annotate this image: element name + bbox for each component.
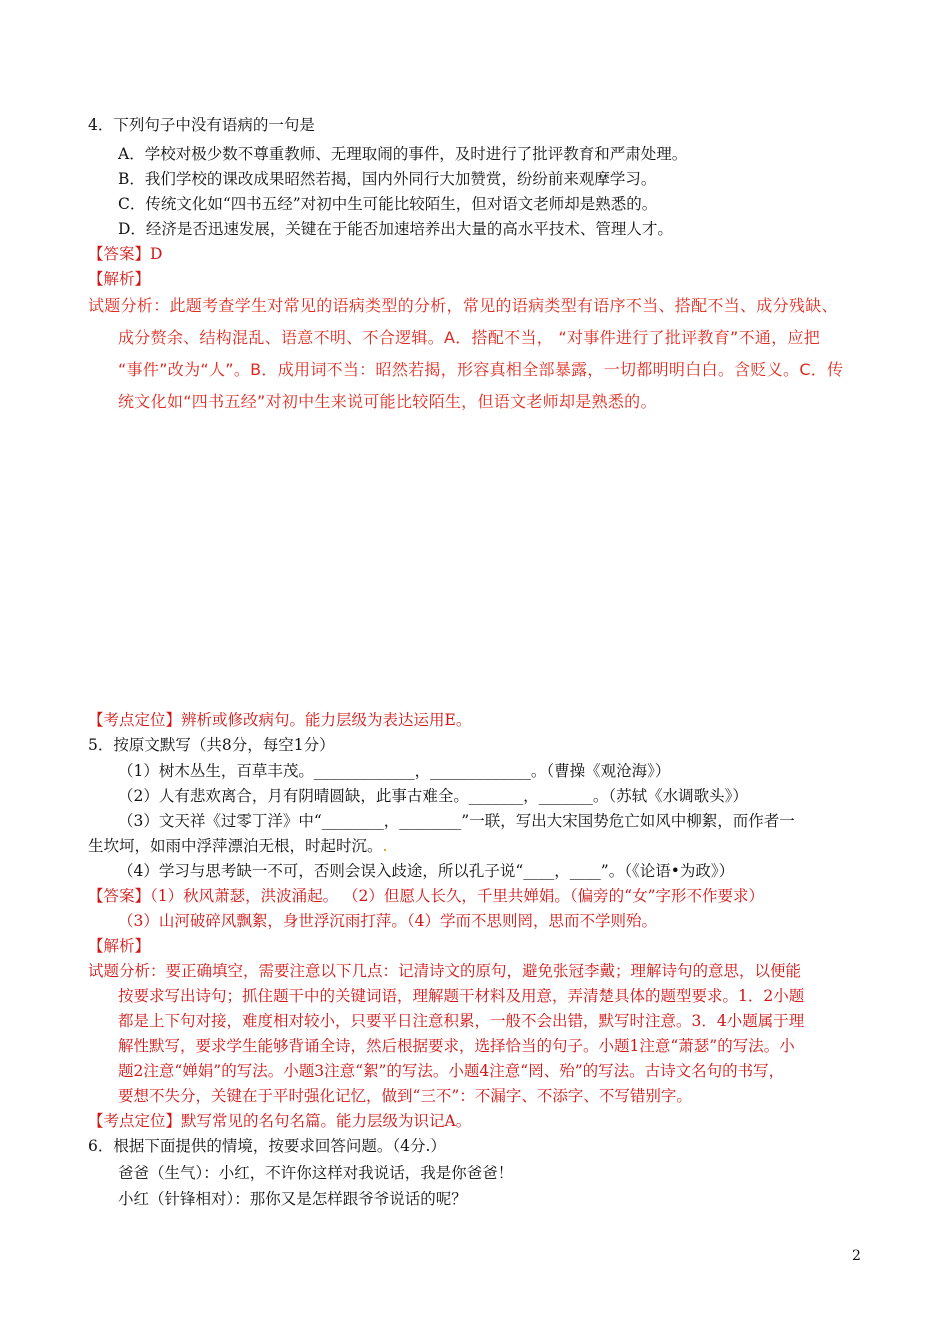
- page-number: 2: [852, 1248, 861, 1264]
- q5-item: （1）树木丛生，百草丰茂。_____________，_____________。（曹操《观沧海》）: [118, 762, 671, 780]
- q5-item: （4）学习与思考缺一不可，否则会误入歧途，所以孔子说“____，____”。（《论语•为政》）: [118, 862, 735, 880]
- q4-analysis-label: 【解析】: [88, 270, 151, 288]
- q5-answer: 【答案】（1）秋风萧瑟，洪波涌起。 （2）但愿人长久，千里共婵娟。（偏旁的“女”字形不作要求）: [88, 887, 765, 905]
- q5-stem: 5．按原文默写（共8分，每空1分）: [88, 736, 335, 754]
- q5-analysis-label: 【解析】: [88, 937, 151, 955]
- q4-option-b: B．我们学校的课改成果昭然若揭，国内外同行大加赞赏，纷纷前来观摩学习。: [118, 170, 657, 188]
- q5-item: （3）文天祥《过零丁洋》中“________，________”一联，写出大宋国势危亡如风中柳絮，而作者一: [118, 812, 795, 830]
- q5-kaodian: 【考点定位】默写常见的名句名篇。能力层级为识记A。: [88, 1112, 472, 1130]
- q4-analysis-line: 成分赘余、结构混乱、语意不明、不合逻辑。A．搭配不当， “对事件进行了批评教育”不通，应把: [118, 328, 821, 347]
- q4-analysis-line: “事件”改为“人”。B．成用词不当：昭然若揭，形容真相全部暴露，一切都明明白白。含贬义。C．传: [118, 360, 844, 379]
- q4-option-a: A．学校对极少数不尊重教师、无理取闹的事件，及时进行了批评教育和严肃处理。: [118, 145, 688, 163]
- q5-answer: （3）山河破碎风飘絮，身世浮沉雨打萍。（4）学而不思则罔，思而不学则殆。: [118, 912, 657, 930]
- q4-stem: 4．下列句子中没有语病的一句是: [88, 116, 315, 134]
- q5-analysis-line: 解性默写，要求学生能够背诵全诗，然后根据要求，选择恰当的句子。小题1注意“萧瑟”的写法。小: [118, 1037, 795, 1055]
- q6-line: 小红（针锋相对）：那你又是怎样跟爷爷说话的呢？: [118, 1190, 467, 1208]
- q4-option-c: C．传统文化如“四书五经”对初中生可能比较陌生，但对语文老师却是熟悉的。: [118, 195, 658, 213]
- q4-option-d: D．经济是否迅速发展，关键在于能否加速培养出大量的高水平技术、管理人才。: [118, 220, 673, 238]
- q5-analysis-line: 要想不失分，关键在于平时强化记忆，做到“三不”：不漏字、不添字、不写错别字。: [118, 1087, 692, 1105]
- q4-analysis-line: 试题分析：此题考查学生对常见的语病类型的分析，常见的语病类型有语序不当、搭配不当、成分残缺、: [88, 296, 838, 315]
- q5-item: （2）人有悲欢离合，月有阴晴圆缺，此事古难全。_______，_______。（苏轼《水调歌头》）: [118, 787, 748, 805]
- q4-kaodian: 【考点定位】辨析或修改病句。能力层级为表达运用E。: [88, 711, 472, 729]
- q6-line: 爸爸（生气）：小红，不许你这样对我说话，我是你爸爸！: [118, 1164, 514, 1182]
- q5-analysis-line: 按要求写出诗句；抓住题干中的关键词语，理解题干材料及用意，弄清楚具体的题型要求。1．2小题: [118, 987, 805, 1005]
- q6-stem: 6．根据下面提供的情境，按要求回答问题。（4分.）: [88, 1137, 446, 1155]
- q5-analysis-line: 都是上下句对接，难度相对较小，只要平日注意积累，一般不会出错，默写时注意。3．4小题属于理: [118, 1012, 805, 1030]
- q5-analysis-line: 试题分析：要正确填空，需要注意以下几点：记清诗文的原句，避免张冠李戴；理解诗句的意思，以便能: [88, 962, 802, 980]
- q4-analysis-line: 统文化如“四书五经”对初中生来说可能比较陌生，但语文老师却是熟悉的。: [118, 392, 657, 411]
- q5-item: 生坎坷，如雨中浮萍漂泊无根，时起时沉。.: [88, 837, 388, 855]
- q4-answer: 【答案】D: [88, 245, 163, 263]
- q5-analysis-line: 题2注意“婵娟”的写法。小题3注意“絮”的写法。小题4注意“罔、殆”的写法。古诗文名句的书写，: [118, 1062, 785, 1080]
